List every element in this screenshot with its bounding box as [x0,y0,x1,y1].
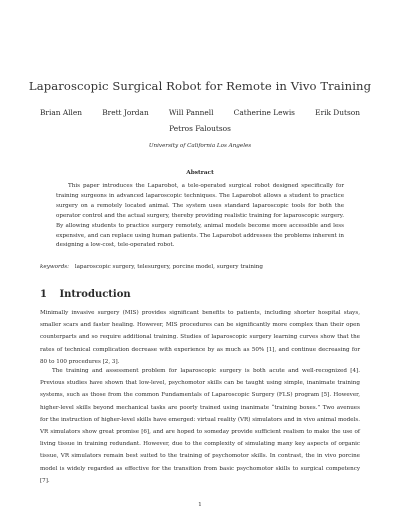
abstract-heading: Abstract [186,170,214,176]
author-name: Brett Jordan [102,108,149,117]
section-number: 1 [40,289,47,300]
keywords-text: laparoscopic surgery, telesurgery, porcine model, surgery training [74,264,263,270]
section-title: Introduction [59,289,131,300]
author-name: Will Pannell [168,108,214,117]
section-heading [40,289,131,300]
author-name: Erik Dutson [315,108,360,117]
author-name: Catherine Lewis [233,108,295,117]
page-number: 1 [198,502,202,508]
affiliation: University of California Los Angeles [148,143,252,149]
author-name: Brian Allen [40,108,83,117]
body-paragraph: The training and assessment problem for laparoscopic surgery is both acute and well-recognized [4]. Previous studies have shown that low-level, psychomotor skills can be taught using simple, inanimate training systems, such as those from the common Fundamentals of Laparoscopic Surgery (FLS) program [5]. However, higher-level skills beyond mechanical tasks are poorly trained using inanimate “training boxes.” Two avenues for the instruction of higher-level skills have emerged: virtual reality (VR) simulators and in vivo animal models. VR simulators show great promise [6], and are hoped to someday provide sufficient realism to make the use of living tissue in training redundant. However, due to the complexity of simulating many key aspects of organic tissue, VR simulators remain best suited to the training of psychomotor skills. In contrast, the in vivo porcine model is widely regarded as effective for the transition from basic psychomotor skills to surgical competency [7]. [40,368,360,484]
keywords-line [40,264,360,270]
body-paragraph: Minimally invasive surgery (MIS) provides significant benefits to patients, including shorter hospital stays, smaller scars and faster healing. However, MIS procedures can be significantly more complex than their open counterparts and so require additional training. Studies of laparoscopic surgery learning curves show that the rates of technical complication decrease with experience by as much as 50% [1], and continue decreasing for 80 to 100 procedures [2, 3]. [40,310,360,365]
paper-title: Laparoscopic Surgical Robot for Remote in Vivo Training [28,79,372,93]
author-name: Petros Faloutsos [169,124,231,133]
keywords-label: keywords: [40,264,70,270]
author-list [40,108,360,117]
abstract-text: This paper introduces the Laparobot, a tele-operated surgical robot designed specifically for training surgeons in advanced laparoscopic techniques. The Laparobot allows a student to practice surgery on a remotely located animal. The system uses standard laparoscopic tools for both the operator control and the actual surgery, thereby providing realistic training for laparoscopic surgery. By allowing students to practice surgery remotely, animal models become more accessible and less expensive, and can replace using human patients. The Laparobot addresses the problems inherent in designing a low-cost, tele-operated robot. [56,183,344,249]
